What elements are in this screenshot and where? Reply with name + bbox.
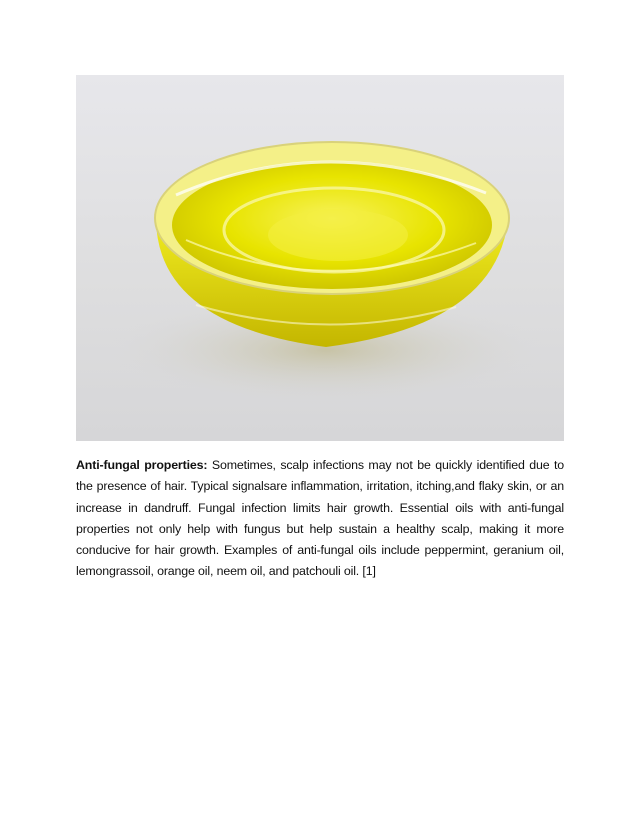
paragraph-lead: Anti-fungal properties:	[76, 458, 208, 472]
citation: [1]	[362, 564, 376, 579]
paragraph-anti-fungal	[76, 455, 564, 583]
paragraph-body: Sometimes, scalp infections may not be quickly identified due to the presence of hair. Typical signalsare inflammation, irritation, itching,and flaky skin, or an increase in dandruff. Fungal infection limits hair growth. Essential oils with anti-fungal properties not only help with fungus but help sustain a healthy scalp, making it more conducive for hair growth. Examples of anti-fungal oils include peppermint, geranium oil, lemongrassoil, orange oil, neem oil, and patchouli oil.	[76, 458, 565, 579]
oil-bowl-photo	[76, 75, 564, 441]
oil-bowl-illustration	[76, 75, 564, 441]
